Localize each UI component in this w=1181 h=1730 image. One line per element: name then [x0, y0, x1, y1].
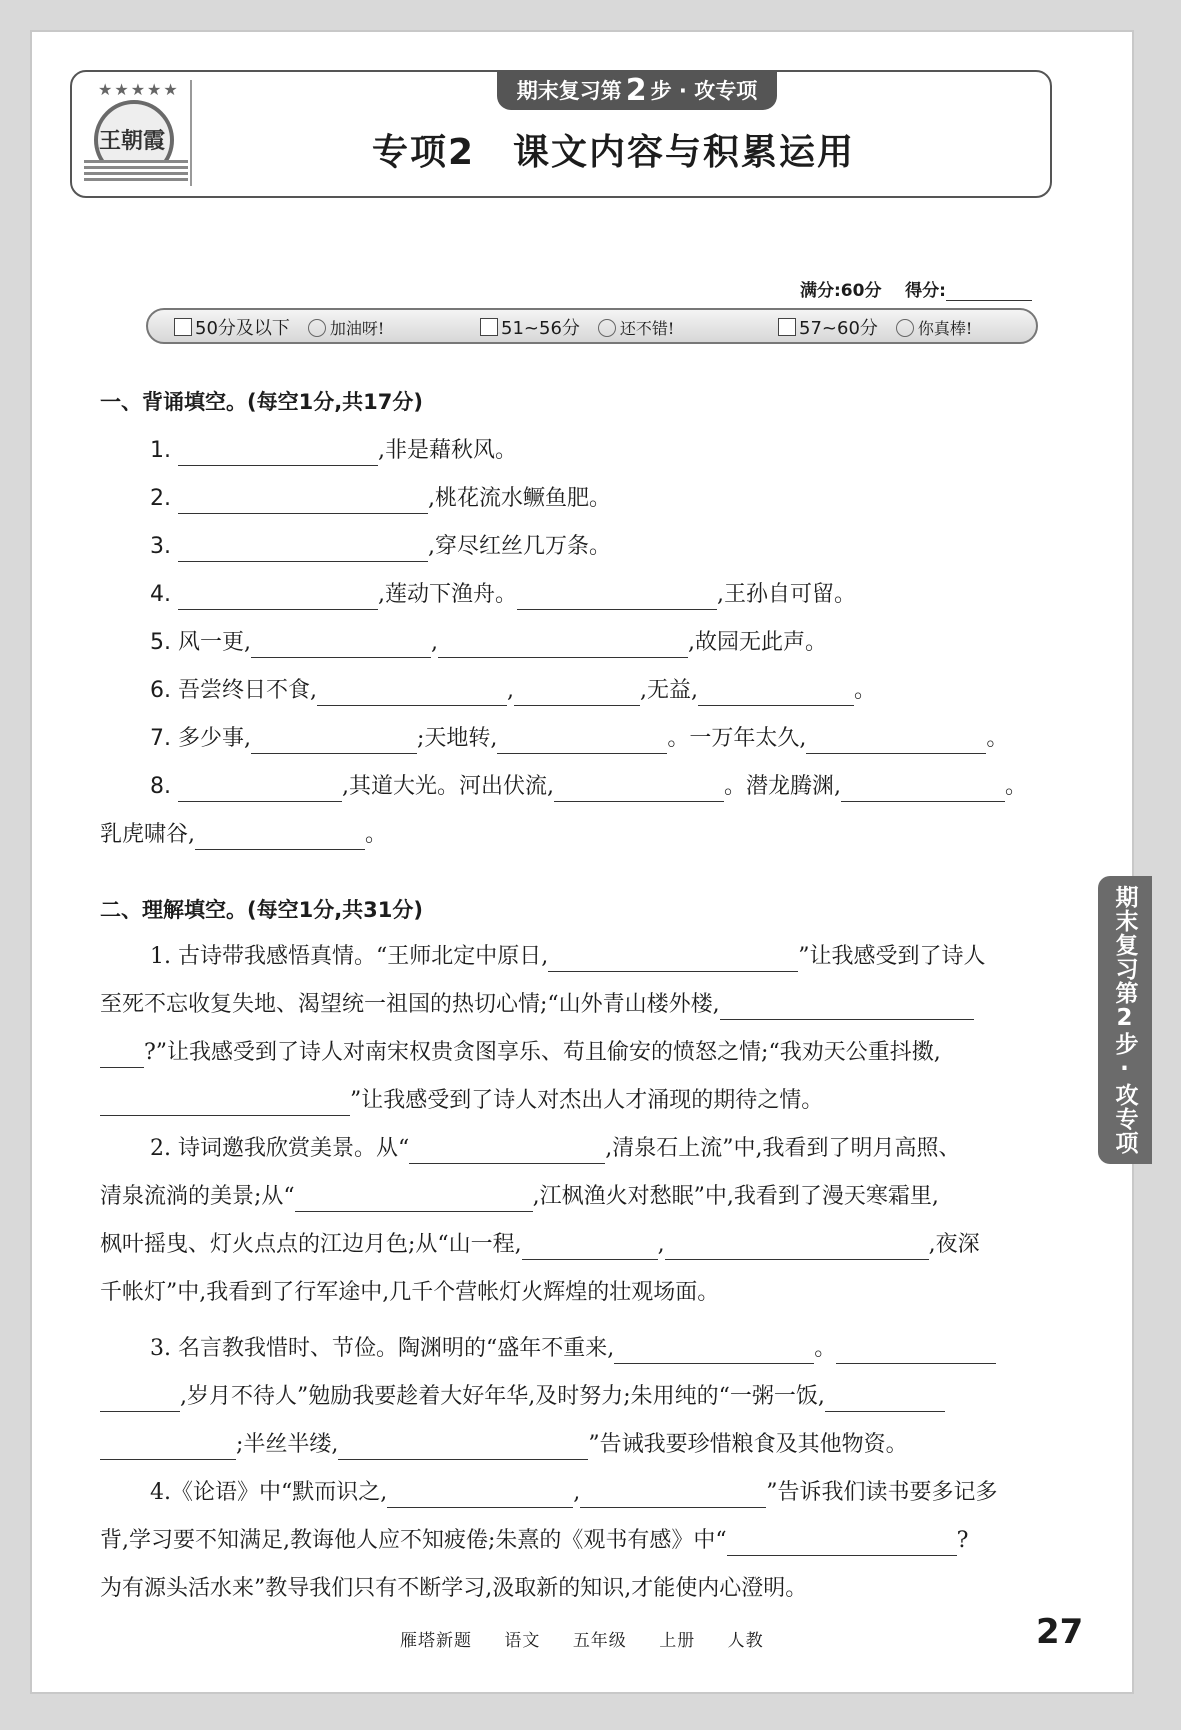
paragraph-3-line-2: ,岁月不待人”勉励我要趁着大好年华,及时努力;朱用纯的“一粥一饭, — [100, 1382, 945, 1412]
question-4: 4. ,莲动下渔舟。 ,王孙自可留。 — [150, 580, 856, 610]
rating-item — [778, 314, 972, 340]
answer-blank[interactable] — [100, 1389, 180, 1412]
rating-checkbox[interactable] — [778, 318, 796, 336]
paragraph-3-line-3: ;半丝半缕, ”告诫我要珍惜粮食及其他物资。 — [100, 1430, 908, 1460]
answer-blank[interactable] — [522, 1237, 658, 1260]
face-icon — [598, 319, 616, 337]
page-number: 27 — [1036, 1612, 1084, 1652]
answer-blank[interactable] — [195, 827, 365, 850]
step-tab — [497, 70, 777, 110]
answer-blank[interactable] — [338, 1437, 588, 1460]
answer-blank[interactable] — [806, 731, 986, 754]
footer-term: 上册 — [659, 1631, 696, 1651]
answer-blank[interactable] — [178, 587, 378, 610]
answer-blank[interactable] — [178, 779, 342, 802]
answer-blank[interactable] — [409, 1141, 605, 1164]
question-8: 8. ,其道大光。河出伏流, 。潜龙腾渊, 。 — [150, 772, 1027, 802]
answer-blank[interactable] — [100, 1437, 236, 1460]
rating-range: 57~60分 — [799, 318, 878, 339]
paragraph-1-line-2: 至死不忘收复失地、渴望统一祖国的热切心情;“山外青山楼外楼, — [100, 990, 974, 1020]
step-tab-number: 2 — [625, 72, 647, 108]
rating-message: 还不错! — [619, 318, 675, 338]
question-2: 2. ,桃花流水鳜鱼肥。 — [150, 484, 611, 514]
logo-text: 王朝霞 — [98, 128, 165, 154]
answer-blank[interactable] — [178, 443, 378, 466]
footer-edition: 人教 — [727, 1631, 764, 1651]
face-icon — [896, 319, 914, 337]
step-tab-suffix: 步 · 攻专项 — [650, 79, 758, 103]
answer-blank[interactable] — [548, 949, 798, 972]
rating-checkbox[interactable] — [480, 318, 498, 336]
rating-range: 51~56分 — [501, 318, 580, 339]
answer-blank[interactable] — [178, 539, 428, 562]
answer-blank[interactable] — [251, 731, 417, 754]
answer-blank[interactable] — [841, 779, 1005, 802]
rating-item — [174, 314, 384, 340]
paragraph-1-line-3: ?”让我感受到了诗人对南宋权贵贪图享乐、苟且偷安的愤怒之情;“我劝天公重抖擞, — [100, 1038, 941, 1068]
side-tab: 期末复习第2步·攻专项 — [1098, 876, 1152, 1164]
answer-blank[interactable] — [497, 731, 667, 754]
paragraph-4-line-3: 为有源头活水来”教导我们只有不断学习,汲取新的知识,才能使内心澄明。 — [100, 1576, 808, 1601]
paragraph-4-line-2: 背,学习要不知满足,教诲他人应不知疲倦;朱熹的《观书有感》中“ ? — [100, 1526, 968, 1556]
answer-blank[interactable] — [727, 1533, 957, 1556]
section1-title: 一、背诵填空。(每空1分,共17分) — [100, 390, 424, 414]
paragraph-1-line-1: 1. 古诗带我感悟真情。“王师北定中原日, ”让我感受到了诗人 — [150, 942, 985, 972]
brand-logo — [84, 80, 192, 186]
face-icon — [308, 319, 326, 337]
full-score-label: 满分:60分 — [800, 281, 882, 301]
section2-title: 二、理解填空。(每空1分,共31分) — [100, 898, 424, 922]
question-1: 1. ,非是藉秋风。 — [150, 436, 517, 466]
rating-item — [480, 314, 674, 340]
answer-blank[interactable] — [614, 1341, 814, 1364]
question-8-continued: 乳虎啸谷, 。 — [100, 820, 387, 850]
answer-blank[interactable] — [178, 491, 428, 514]
paragraph-2-line-4: 千帐灯”中,我看到了行军途中,几千个营帐灯火辉煌的壮观场面。 — [100, 1280, 720, 1305]
answer-blank[interactable] — [100, 1093, 350, 1116]
footer-series: 雁塔新题 — [400, 1631, 472, 1651]
score-line — [800, 276, 1032, 301]
rating-range: 50分及以下 — [195, 318, 290, 339]
answer-blank[interactable] — [517, 587, 717, 610]
answer-blank[interactable] — [825, 1389, 945, 1412]
answer-blank[interactable] — [665, 1237, 929, 1260]
paragraph-2-line-3: 枫叶摇曳、灯火点点的江边月色;从“山一程, , ,夜深 — [100, 1230, 980, 1260]
answer-blank[interactable] — [317, 683, 507, 706]
paragraph-3-line-1: 3. 名言教我惜时、节俭。陶渊明的“盛年不重来, 。 — [150, 1334, 996, 1364]
paragraph-1-line-4: ”让我感受到了诗人对杰出人才涌现的期待之情。 — [100, 1086, 823, 1116]
question-6: 6. 吾尝终日不食, , ,无益, 。 — [150, 676, 876, 706]
answer-blank[interactable] — [251, 635, 431, 658]
rating-message: 你真棒! — [917, 318, 973, 338]
answer-blank[interactable] — [554, 779, 724, 802]
step-tab-prefix: 期末复习第 — [516, 79, 622, 103]
answer-blank[interactable] — [698, 683, 854, 706]
footer — [400, 1626, 790, 1651]
answer-blank[interactable] — [836, 1341, 996, 1364]
answer-blank[interactable] — [720, 997, 974, 1020]
rating-message: 加油呀! — [329, 318, 385, 338]
question-3: 3. ,穿尽红丝几万条。 — [150, 532, 611, 562]
answer-blank[interactable] — [580, 1485, 766, 1508]
question-7: 7. 多少事, ;天地转, 。一万年太久, 。 — [150, 724, 1008, 754]
question-5: 5. 风一更, , ,故园无此声。 — [150, 628, 827, 658]
answer-blank[interactable] — [438, 635, 688, 658]
rating-checkbox[interactable] — [174, 318, 192, 336]
paragraph-4-line-1: 4.《论语》中“默而识之, , ”告诉我们读书要多记多 — [150, 1478, 997, 1508]
paragraph-2-line-1: 2. 诗词邀我欣赏美景。从“ ,清泉石上流”中,我看到了明月高照、 — [150, 1134, 960, 1164]
footer-subject: 语文 — [504, 1631, 541, 1651]
footer-grade: 五年级 — [572, 1631, 627, 1651]
rating-bar — [146, 308, 1038, 344]
header-box — [70, 70, 1052, 198]
paragraph-2-line-2: 清泉流淌的美景;从“ ,江枫渔火对愁眠”中,我看到了漫天寒霜里, — [100, 1182, 939, 1212]
stars-icon: ★★★★★ — [98, 80, 180, 99]
score-blank[interactable] — [946, 282, 1032, 301]
answer-blank[interactable] — [100, 1045, 144, 1068]
page-title: 专项2 课文内容与积累运用 — [372, 132, 856, 173]
got-score-label: 得分: — [905, 281, 946, 301]
logo-band — [84, 160, 188, 182]
answer-blank[interactable] — [387, 1485, 573, 1508]
answer-blank[interactable] — [514, 683, 640, 706]
answer-blank[interactable] — [295, 1189, 533, 1212]
